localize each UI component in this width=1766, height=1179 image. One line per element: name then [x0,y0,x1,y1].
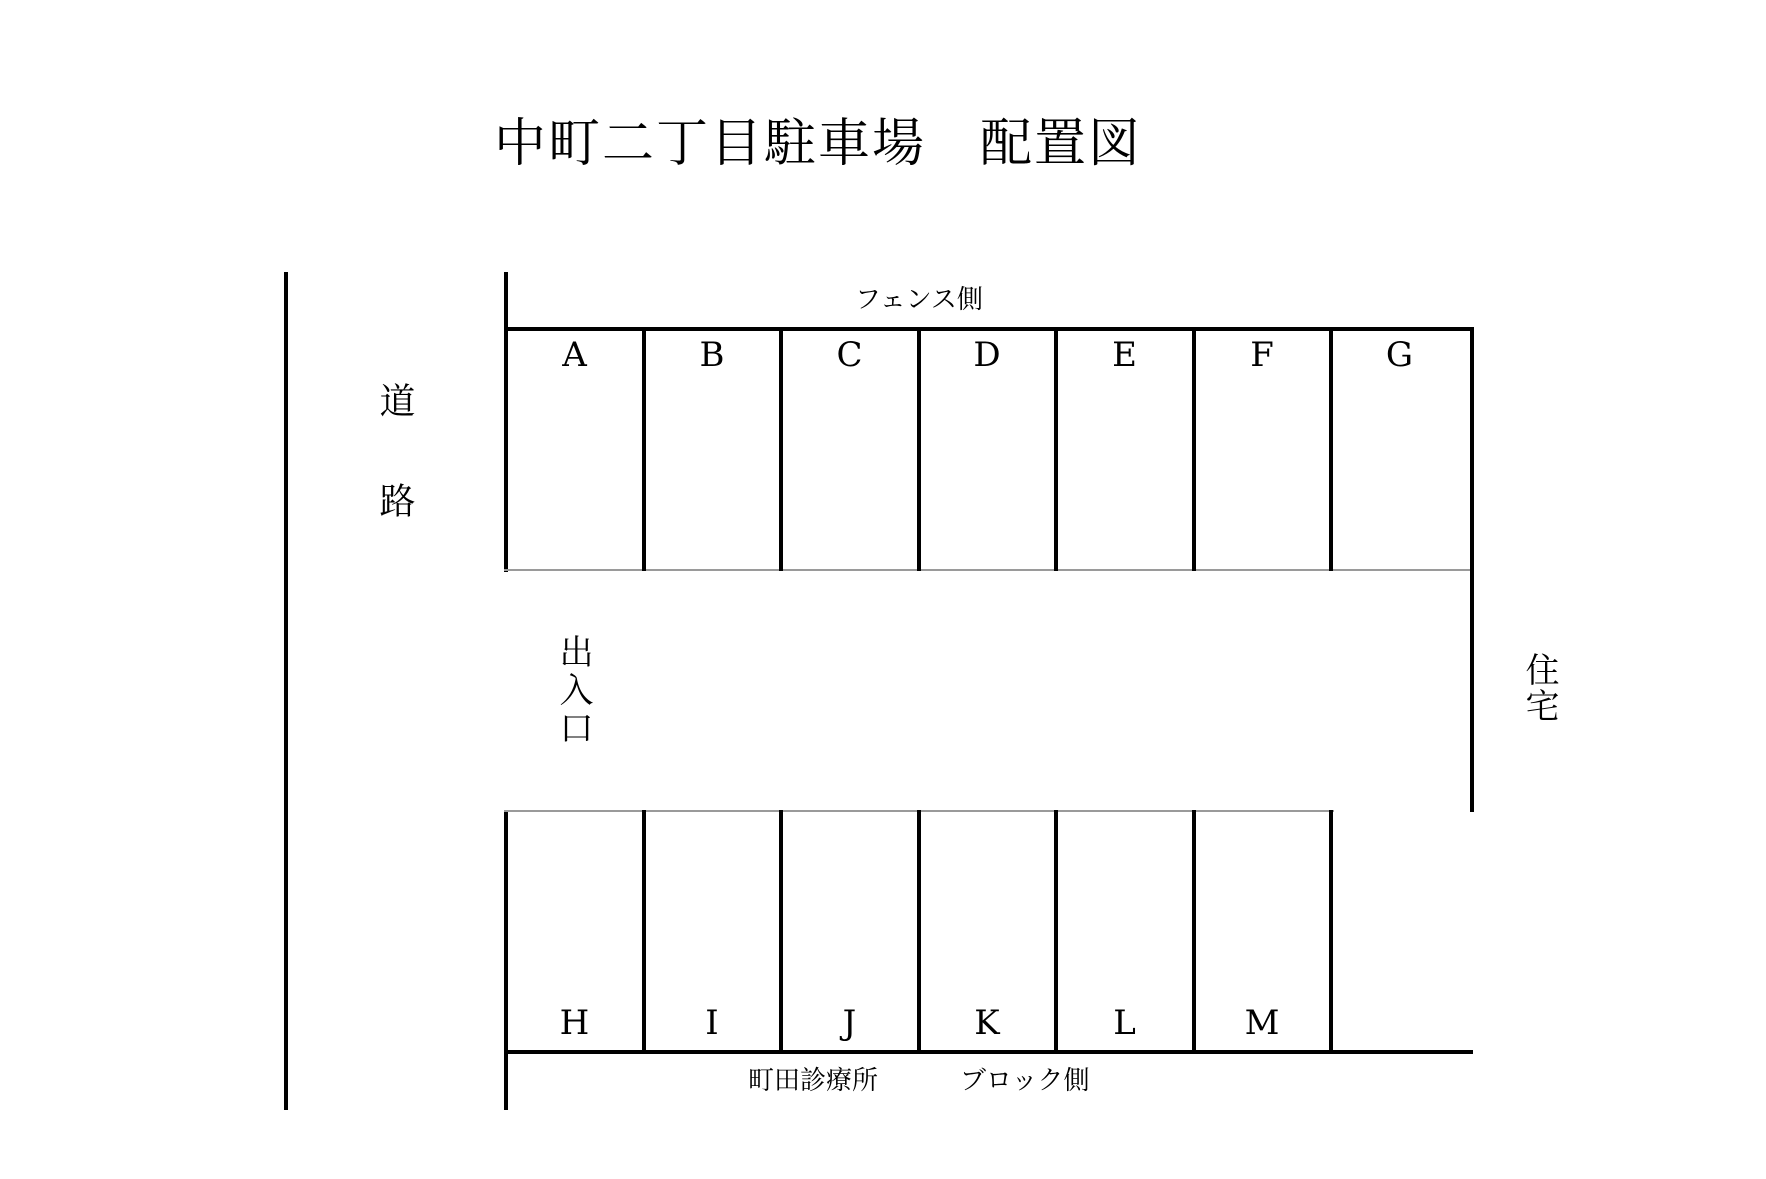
parking-slot-j: J [842,1003,857,1043]
parking-slot-c: C [836,335,863,375]
housing-boundary [1470,327,1474,812]
lot-left-bottom-boundary [504,810,508,1110]
parking-slot-a: A [562,335,587,375]
clinic-label: 町田診療所 [748,1066,879,1096]
parking-slot-l: L [1113,1003,1136,1043]
road-line [284,272,288,1110]
fence-line [504,327,1473,331]
top-row-front-line [504,569,1470,571]
parking-slot-h: H [559,1003,590,1043]
entrance-label: 出入口 [553,634,593,748]
road-label: 道 路 [374,382,415,532]
parking-slot-d: D [973,335,1001,375]
parking-slot-f: F [1250,335,1274,375]
lot-left-top-boundary [504,272,508,572]
parking-slot-k: K [974,1003,1000,1043]
block-side-label: ブロック側 [960,1066,1090,1096]
fence-side-label: フェンス側 [855,285,983,315]
parking-slot-i: I [705,1003,719,1043]
block-wall-line [504,1050,1473,1054]
page-title: 中町二丁目駐車場 配置図 [494,114,1143,174]
parking-slot-m: M [1244,1003,1280,1043]
parking-slot-b: B [699,335,725,375]
housing-label: 住宅 [1519,652,1559,724]
parking-slot-g: G [1385,335,1414,375]
parking-slot-e: E [1112,335,1137,375]
